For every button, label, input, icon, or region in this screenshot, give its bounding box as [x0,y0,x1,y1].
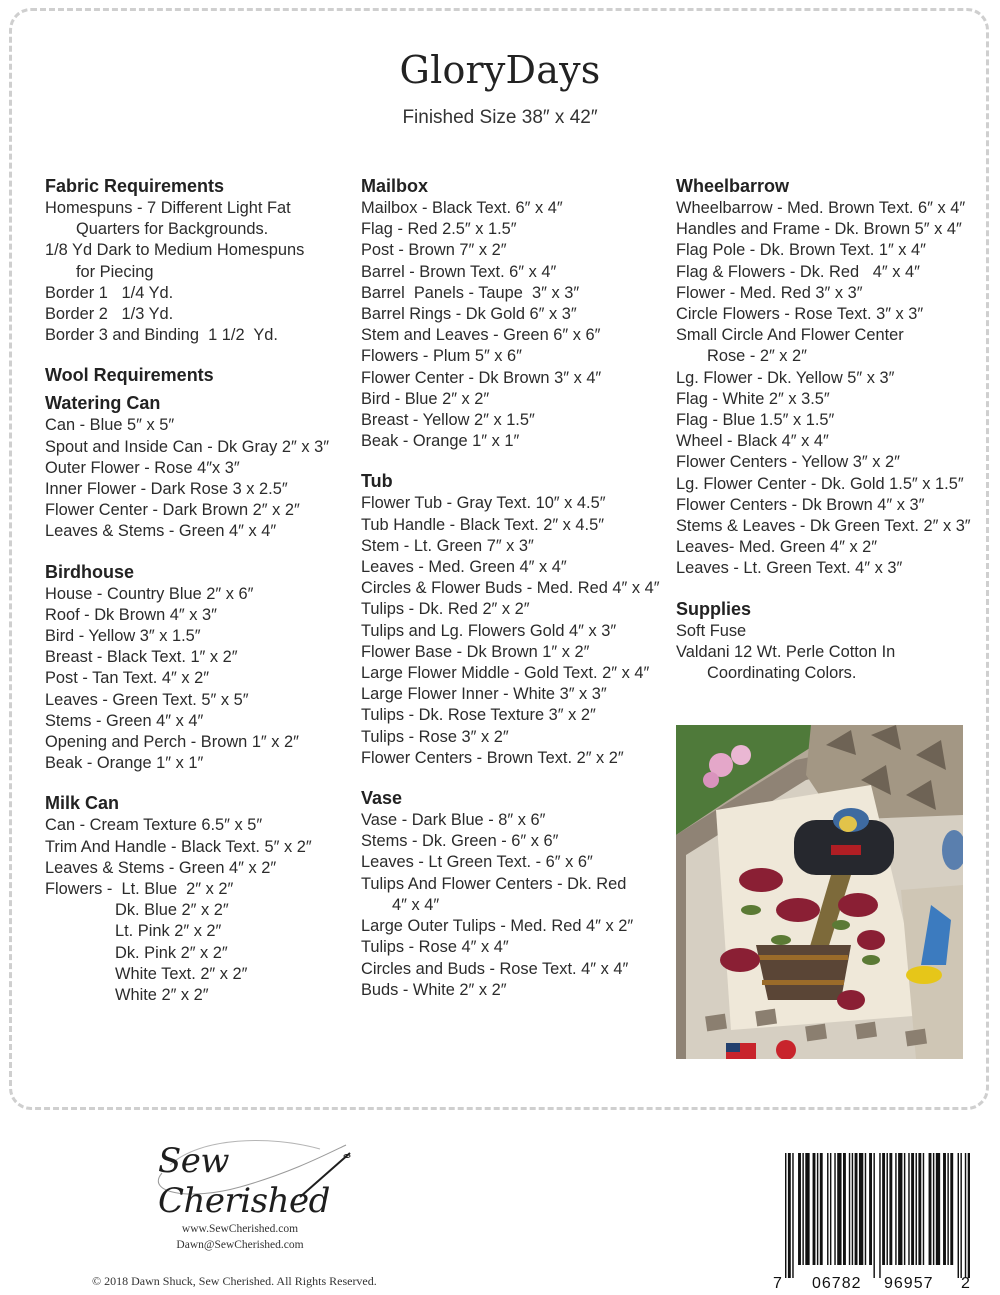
list-item: Flower Centers - Dk Brown 4″ x 3″ [676,495,925,514]
list-item: Homespuns - 7 Different Light Fat [45,199,291,217]
list-item: Beak - Orange 1″ x 1″ [361,432,520,451]
list-item: Border 1 1/4 Yd. [45,283,174,302]
barcode-bar [843,1153,846,1265]
barcode-left-digits: 06782 [812,1275,862,1292]
list-item: Barrel Panels - Taupe 3″ x 3″ [361,283,580,302]
website-link[interactable]: www.SewCherished.com [181,1223,299,1235]
list-item: Leaves- Med. Green 4″ x 2″ [676,538,878,557]
list-item: Border 3 and Binding 1 1/2 Yd. [45,326,278,345]
section-heading-birdhouse: Birdhouse [45,561,135,582]
list-item: Tulips - Dk. Rose Texture 3″ x 2″ [361,706,596,725]
list-item: Inner Flower - Dark Rose 3 x 2.5″ [45,480,288,499]
barcode-bar [947,1153,948,1265]
barcode-bar [792,1153,793,1278]
list-item: Rose - 2″ x 2″ [707,347,807,366]
list-item: Stems & Leaves - Dk Green Text. 2″ x 3″ [676,517,971,536]
barcode-bar [827,1153,828,1265]
tub-list [361,493,666,769]
barcode-bar [943,1153,946,1265]
barcode-bar [837,1153,841,1265]
list-item: Roof - Dk Brown 4″ x 3″ [45,605,217,624]
mailbox-list [361,198,666,452]
list-item: Barrel Rings - Dk Gold 6″ x 3″ [361,305,577,324]
list-item: Flag - White 2″ x 3.5″ [676,389,830,408]
list-item: Lt. Pink 2″ x 2″ [115,922,222,941]
list-item: Circle Flowers - Rose Text. 3″ x 3″ [676,305,924,324]
sew-cherished-logo [150,1135,360,1221]
list-item: Flower - Med. Red 3″ x 3″ [676,283,863,302]
section-heading-mailbox: Mailbox [361,176,429,196]
list-item: Flag & Flowers - Dk. Red 4″ x 4″ [676,262,920,281]
list-item: Wheel - Black 4″ x 4″ [676,432,829,451]
column-left [45,174,345,1006]
list-item: Opening and Perch - Brown 1″ x 2″ [45,733,299,752]
barcode-bar [929,1153,932,1265]
list-item: Stems - Dk. Green - 6″ x 6″ [361,832,559,851]
quilt-illustration [676,725,963,1059]
list-item: Handles and Frame - Dk. Brown 5″ x 4″ [676,220,962,239]
barcode-bar [820,1153,823,1265]
barcode-bar [898,1153,902,1265]
wool-requirements-heading: Wool Requirements [45,365,214,386]
section-heading-wheelbarrow: Wheelbarrow [676,176,790,196]
list-item: Large Outer Tulips - Med. Red 4″ x 2″ [361,917,634,936]
column-right [676,174,981,684]
flower-tub [756,945,851,1000]
list-item: Leaves & Stems - Green 4″ x 2″ [45,858,277,877]
barcode-bar [813,1153,816,1265]
list-item: Can - Cream Texture 6.5″ x 5″ [45,816,263,835]
list-item: Tulips - Rose 3″ x 2″ [361,727,509,746]
list-item: Border 2 1/3 Yd. [45,305,174,324]
list-item: Dk. Pink 2″ x 2″ [115,943,228,962]
list-item: Vase - Dark Blue - 8″ x 6″ [361,811,546,830]
list-item: Post - Brown 7″ x 2″ [361,241,507,260]
list-item: Flowers - Plum 5″ x 6″ [361,347,522,366]
list-item: Large Flower Inner - White 3″ x 3″ [361,685,607,704]
copyright-notice: © 2018 Dawn Shuck, Sew Cherished. All Rights Reserved. [92,1274,377,1288]
milk-can-list [45,815,345,1006]
barcode-bar [873,1153,874,1278]
barcode-bar [904,1153,905,1265]
barcode-bar [968,1153,970,1278]
list-item: Quarters for Backgrounds. [76,220,269,239]
barcode-bar [958,1153,959,1278]
list-item: Large Flower Middle - Gold Text. 2″ x 4″ [361,664,650,683]
list-item: Tulips and Lg. Flowers Gold 4″ x 3″ [361,621,617,640]
barcode-bars [785,1153,970,1278]
logo-text: Sew Cherished [158,1141,330,1221]
list-item: Buds - White 2″ x 2″ [361,980,507,999]
barcode-bar [911,1153,914,1265]
section-heading-watering-can: Watering Can [45,393,161,414]
list-item: Coordinating Colors. [707,664,857,683]
list-item: Bird - Yellow 3″ x 1.5″ [45,627,201,646]
vase-list [361,810,666,1001]
fabric-requirements-heading: Fabric Requirements [45,176,225,196]
list-item: Mailbox - Black Text. 6″ x 4″ [361,199,563,217]
list-item: Leaves - Green Text. 5″ x 5″ [45,690,249,709]
barcode-bar [830,1153,831,1265]
barcode-bar [879,1153,880,1278]
barcode-bar [916,1153,917,1265]
list-item: Flower Centers - Yellow 3″ x 2″ [676,453,900,472]
list-item: 1/8 Yd Dark to Medium Homespuns [45,241,305,260]
list-item: Flowers - Lt. Blue 2″ x 2″ [45,880,234,899]
column-middle [361,174,666,1001]
list-item: Beak - Orange 1″ x 1″ [45,754,204,773]
list-item: Leaves - Lt. Green Text. 4″ x 3″ [676,559,903,578]
barcode-bar [849,1153,850,1265]
list-item: Tub Handle - Black Text. 2″ x 4.5″ [361,515,605,534]
list-item: Post - Tan Text. 4″ x 2″ [45,669,210,688]
barcode-bar [855,1153,858,1265]
list-item: Flower Center - Dark Brown 2″ x 2″ [45,501,300,520]
fabric-list [45,198,345,346]
pattern-title: GloryDays [399,48,601,92]
wheelbarrow-list [676,198,981,580]
barcode-bar [889,1153,892,1265]
barcode-bar [798,1153,801,1265]
barcode-check-digit: 2 [961,1275,970,1292]
list-item: Wheelbarrow - Med. Brown Text. 6″ x 4″ [676,199,966,217]
list-item: Flower Center - Dk Brown 3″ x 4″ [361,368,602,387]
birdhouse-list [45,584,345,775]
barcode-bar [865,1153,866,1265]
supplies-heading: Supplies [676,598,752,619]
barcode-bar [895,1153,896,1265]
barcode-bar [887,1153,888,1265]
barcode-bar [936,1153,940,1265]
list-item: Flag Pole - Dk. Brown Text. 1″ x 4″ [676,241,926,260]
list-item: Breast - Black Text. 1″ x 2″ [45,648,238,667]
list-item: Circles and Buds - Rose Text. 4″ x 4″ [361,959,629,978]
list-item: Flower Centers - Brown Text. 2″ x 2″ [361,748,624,767]
list-item: Flower Base - Dk Brown 1″ x 2″ [361,642,590,661]
barcode-bar [785,1153,786,1278]
barcode-bar [817,1153,818,1265]
list-item: Leaves - Med. Green 4″ x 4″ [361,558,567,577]
list-item: Lg. Flower Center - Dk. Gold 1.5″ x 1.5″ [676,474,964,493]
barcode-bar [805,1153,809,1265]
list-item: House - Country Blue 2″ x 6″ [45,584,254,603]
list-item: Flower Tub - Gray Text. 10″ x 4.5″ [361,494,606,513]
list-item: Tulips - Dk. Red 2″ x 2″ [361,600,530,619]
list-item: Stems - Green 4″ x 4″ [45,711,204,730]
list-item: Lg. Flower - Dk. Yellow 5″ x 3″ [676,368,895,387]
list-item: Flag - Blue 1.5″ x 1.5″ [676,411,835,430]
list-item: Trim And Handle - Black Text. 5″ x 2″ [45,837,312,856]
barcode-bar [834,1153,835,1265]
list-item: White Text. 2″ x 2″ [115,964,248,983]
barcode-bar [859,1153,863,1265]
list-item: Circles & Flower Buds - Med. Red 4″ x 4″ [361,579,660,598]
list-item: Soft Fuse [676,621,747,640]
barcode-bar [950,1153,953,1265]
list-item: Dk. Blue 2″ x 2″ [115,901,229,920]
barcode-bar [802,1153,803,1265]
barcode-bar [923,1153,924,1265]
section-heading-vase: Vase [361,788,403,809]
list-item: Barrel - Brown Text. 6″ x 4″ [361,262,557,281]
list-item: Tulips And Flower Centers - Dk. Red [361,874,627,893]
list-item: Flag - Red 2.5″ x 1.5″ [361,220,517,239]
list-item: Valdani 12 Wt. Perle Cotton In [676,642,896,661]
barcode-bar [918,1153,921,1265]
barcode-lead-digit: 7 [773,1275,782,1292]
email-link[interactable]: Dawn@SewCherished.com [176,1239,304,1251]
list-item: Breast - Yellow 2″ x 1.5″ [361,411,535,430]
list-item: Bird - Blue 2″ x 2″ [361,389,490,408]
barcode-right-digits: 96957 [884,1275,934,1292]
supplies-list [676,621,981,685]
list-item: Spout and Inside Can - Dk Gray 2″ x 3″ [45,437,330,456]
barcode-bar [882,1153,885,1265]
list-item: Outer Flower - Rose 4″x 3″ [45,458,240,477]
barcode-bar [852,1153,853,1265]
list-item: Can - Blue 5″ x 5″ [45,416,175,435]
barcode-bar [960,1153,961,1278]
list-item: Leaves & Stems - Green 4″ x 4″ [45,522,277,541]
finished-size: Finished Size 38″ x 42″ [402,107,598,128]
list-item: Leaves - Lt Green Text. - 6″ x 6″ [361,853,593,872]
list-item: Small Circle And Flower Center [676,326,904,345]
watering-can-list [45,415,345,542]
barcode-bar [908,1153,909,1265]
list-item: for Piecing [76,262,154,281]
list-item: White 2″ x 2″ [115,986,209,1005]
barcode-bar [933,1153,934,1265]
upc-barcode [773,1153,970,1293]
mailbox-flag [831,845,861,855]
barcode-bar [869,1153,872,1265]
section-heading-tub: Tub [361,471,393,492]
list-item: 4″ x 4″ [392,895,440,914]
barcode-bar [788,1153,791,1278]
barcode-bar [965,1153,966,1278]
list-item: Tulips - Rose 4″ x 4″ [361,938,509,957]
quilt-photo [676,725,963,1059]
goldfinch [906,966,942,984]
list-item: Stem - Lt. Green 7″ x 3″ [361,536,534,555]
list-item: Stem and Leaves - Green 6″ x 6″ [361,326,601,345]
section-heading-milk-can: Milk Can [45,793,120,814]
